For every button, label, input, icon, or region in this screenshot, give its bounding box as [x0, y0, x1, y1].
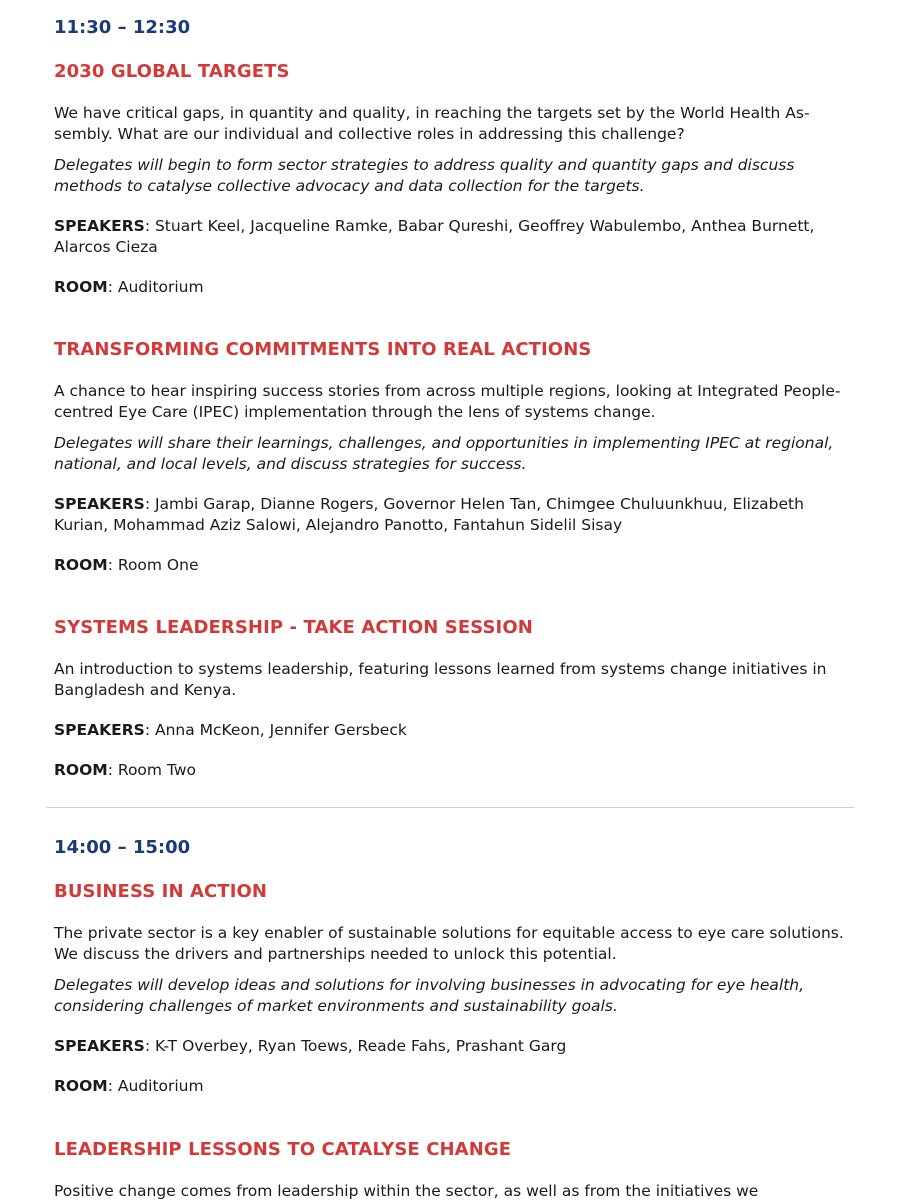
- session-delegates-note: Delegates will develop ideas and solutions for involving businesses in advocating for eye health, considering challenges of market environments and sustainability goals.: [54, 976, 805, 1015]
- room-value: : Room One: [107, 556, 199, 574]
- room-value: : Auditorium: [107, 1077, 204, 1095]
- speakers-label: SPEAKERS: [54, 217, 145, 235]
- session-speakers: [54, 720, 854, 741]
- session-title: 2030 GLOBAL TARGETS: [54, 61, 290, 82]
- session-description: The private sector is a key enabler of sustainable solutions for equitable access to eye care solutions. We discuss the drivers and partnerships needed to unlock this potential.: [54, 924, 844, 963]
- slot-time: 14:00 – 15:00: [54, 837, 191, 858]
- room-value: : Room Two: [107, 761, 196, 779]
- room-value: : Auditorium: [107, 278, 204, 296]
- speakers-label: SPEAKERS: [54, 495, 145, 513]
- session-title: SYSTEMS LEADERSHIP - TAKE ACTION SESSION: [54, 617, 533, 638]
- time-slot-2: [54, 836, 854, 860]
- speakers-label: SPEAKERS: [54, 1037, 145, 1055]
- session-room: [54, 277, 854, 298]
- speakers-list: : Anna McKeon, Jennifer Gersbeck: [144, 721, 407, 739]
- session-leadership-lessons: [54, 1138, 854, 1202]
- session-room: [54, 555, 854, 576]
- session-description: We have critical gaps, in quantity and quality, in reaching the targets set by the World Health As-sembly. What are our individual and collective roles in addressing this challenge?: [54, 104, 810, 143]
- session-speakers: [54, 1036, 854, 1057]
- session-delegates-note: Delegates will begin to form sector strategies to address quality and quantity gaps and discuss methods to catalyse collective advocacy and data collection for the targets.: [54, 156, 795, 195]
- session-room: [54, 760, 854, 781]
- session-title: BUSINESS IN ACTION: [54, 881, 268, 902]
- session-2030-global-targets: [54, 60, 854, 298]
- room-label: ROOM: [54, 278, 108, 296]
- session-description: Positive change comes from leadership within the sector, as well as from the initiatives we: [54, 1182, 759, 1200]
- speakers-list: : Jambi Garap, Dianne Rogers, Governor Helen Tan, Chimgee Chuluunkhuu, Elizabeth Kurian, Mohammad Aziz Salowi, Alejandro Panotto, Fantahun Sidelil Sisay: [54, 495, 804, 534]
- session-description: A chance to hear inspiring success stories from across multiple regions, looking at Integrated People-centred Eye Care (IPEC) implementation through the lens of systems change.: [54, 382, 841, 421]
- room-label: ROOM: [54, 761, 108, 779]
- session-title: TRANSFORMING COMMITMENTS INTO REAL ACTIONS: [54, 339, 592, 360]
- session-systems-leadership: [54, 616, 854, 781]
- speakers-list: : K-T Overbey, Ryan Toews, Reade Fahs, Prashant Garg: [144, 1037, 567, 1055]
- session-transforming-commitments: [54, 338, 854, 576]
- room-label: ROOM: [54, 1077, 108, 1095]
- time-slot-1: [54, 16, 854, 40]
- speakers-list: : Stuart Keel, Jacqueline Ramke, Babar Qureshi, Geoffrey Wabulembo, Anthea Burnett, Alarcos Cieza: [54, 217, 815, 256]
- speakers-label: SPEAKERS: [54, 721, 145, 739]
- room-label: ROOM: [54, 556, 108, 574]
- session-business-in-action: [54, 880, 854, 1097]
- session-description: An introduction to systems leadership, featuring lessons learned from systems change initiatives in Bangladesh and Kenya.: [54, 660, 827, 699]
- section-divider: [46, 807, 854, 808]
- session-speakers: [54, 494, 854, 536]
- session-room: [54, 1076, 854, 1097]
- session-title: LEADERSHIP LESSONS TO CATALYSE CHANGE: [54, 1139, 512, 1160]
- slot-time: 11:30 – 12:30: [54, 17, 191, 38]
- session-speakers: [54, 216, 854, 258]
- session-delegates-note: Delegates will share their learnings, challenges, and opportunities in implementing IPEC at regional, national, and local levels, and discuss strategies for success.: [54, 434, 834, 473]
